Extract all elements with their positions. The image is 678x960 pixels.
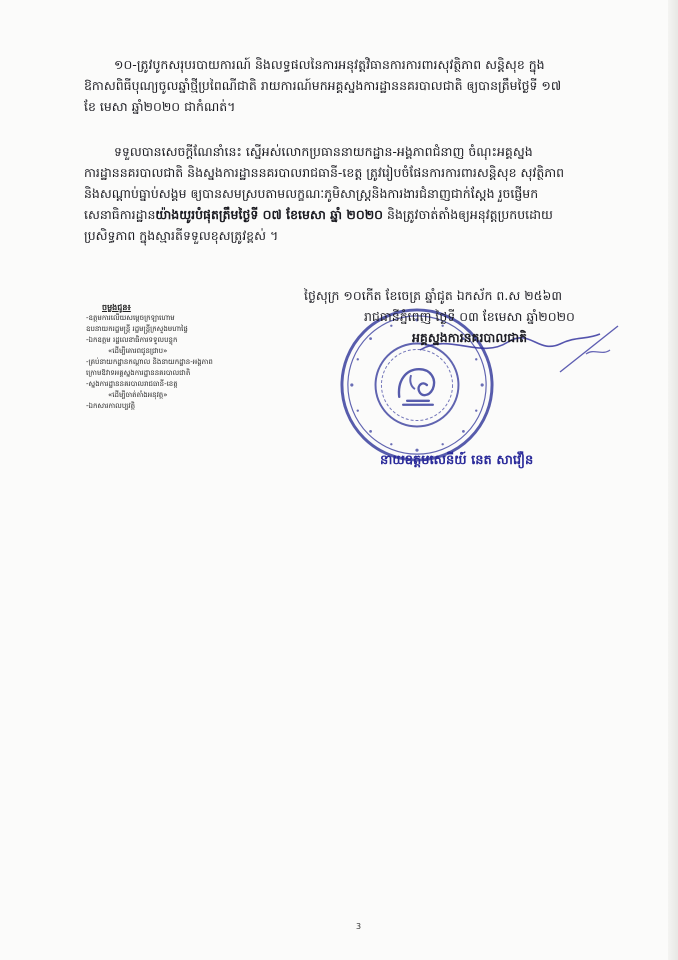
- paragraph-line: ឱកាសពិធីបុណ្យចូលឆ្នាំថ្មីប្រពៃណីជាតិ រាយការណ៍មកអគ្គស្នងការដ្ឋាននគរបាលជាតិ ឲ្យបានត្រឹមថ្ងៃទី ១៧: [84, 78, 562, 93]
- recipients-title: ចម្លងជូន៖: [102, 303, 131, 312]
- deadline-prefix: សេនាធិការដ្ឋាន: [84, 207, 156, 222]
- recipient-item: -ឯកសារកាលប្បវត្តិ: [86, 402, 136, 410]
- page-edge: [668, 0, 678, 960]
- page-number: 3: [356, 922, 362, 931]
- recipient-item: ក្រោមឱវាទអគ្គស្នងការដ្ឋាននគរបាលជាតិ: [86, 369, 191, 377]
- recipient-item: -គ្រប់នាយកដ្ឋានកណ្តាល និងនាយកដ្ឋាន-អង្គភាព: [86, 358, 213, 366]
- deadline-bold: យ៉ាងយូរបំផុតត្រឹមថ្ងៃទី ០៧ ខែមេសា ឆ្នាំ ២០២០: [155, 207, 384, 222]
- recipient-item: -ឧត្តមការលើយសម្តេចក្រឡាហោម: [86, 314, 175, 322]
- paragraph-line: ការដ្ឋាននគរបាលជាតិ និងស្នងការដ្ឋាននគរបាលរាជធានី-ខេត្ត ត្រូវរៀបចំផែនការការពារសន្តិសុខ សុវត្ថិភាព: [84, 165, 565, 180]
- recipient-item: -ស្នងការដ្ឋាននគរបាលរាជធានី-ខេត្ត: [86, 380, 178, 388]
- paragraph-line: ប្រសិទ្ធភាព ក្នុងស្មារតីទទួលខុសត្រូវខ្ពស់ ។: [84, 228, 279, 243]
- recipient-item: «ដើម្បីចាត់តាំងអនុវត្ត»: [108, 391, 168, 399]
- lunar-date: ថ្ងៃសុក្រ ១០កើត ខែចេត្រ ឆ្នាំជូត ឯកស័ក ព.ស ២៥៦៣: [304, 288, 563, 303]
- paragraph-item-10: [84, 54, 639, 117]
- paragraph-line: ១០-ត្រូវបូកសរុបរបាយការណ៍ និងលទ្ធផលនៃការអនុវត្តវិធានការការពារសុវត្ថិភាព សន្តិសុខ ក្នុង: [114, 57, 545, 72]
- signature-block: [300, 285, 650, 348]
- place-and-date: រាជធានីភ្នំពេញ ថ្ងៃទី ០៣ ខែមេសា ឆ្នាំ២០២០: [364, 309, 575, 324]
- recipient-item: «ដើម្បីគោរពជូនជ្រាប»: [108, 347, 168, 355]
- recipients-list: [86, 302, 296, 412]
- paragraph-line: ខែ មេសា ឆ្នាំ២០២០ ជាកំណត់។: [84, 99, 236, 114]
- deadline-suffix: និងត្រូវចាត់តាំងឲ្យអនុវត្តប្រកបដោយ: [383, 207, 553, 222]
- recipient-item: -ឯកឧត្តម រដ្ឋលេខាធិការទទួលបន្ទុក: [86, 336, 178, 344]
- recipient-item: ឧបនាយករដ្ឋមន្ត្រី រដ្ឋមន្ត្រីក្រសួងមហាផ្ទៃ: [86, 325, 188, 333]
- paragraph-line-deadline: [84, 204, 639, 225]
- paragraph-line: ទទួលបានសេចក្តីណែនាំនេះ ស្នើអស់លោកប្រធាននាយកដ្ឋាន-អង្គភាពជំនាញ ចំណុះអគ្គស្នង: [114, 144, 533, 159]
- paragraph-line: និងសណ្តាប់ធ្នាប់សង្គម ឲ្យបានសមស្របតាមលក្ខណៈភូមិសាស្ត្រនិងការងារជំនាញជាក់ស្តែង រួចផ្ញើមក: [84, 186, 539, 201]
- paragraph-instruction: [84, 141, 639, 246]
- signatory-name: នាយឧត្តមសេនីយ៍ នេត សាវឿន: [380, 453, 534, 468]
- signatory-title: អគ្គស្នងការនគរបាលជាតិ: [412, 330, 528, 345]
